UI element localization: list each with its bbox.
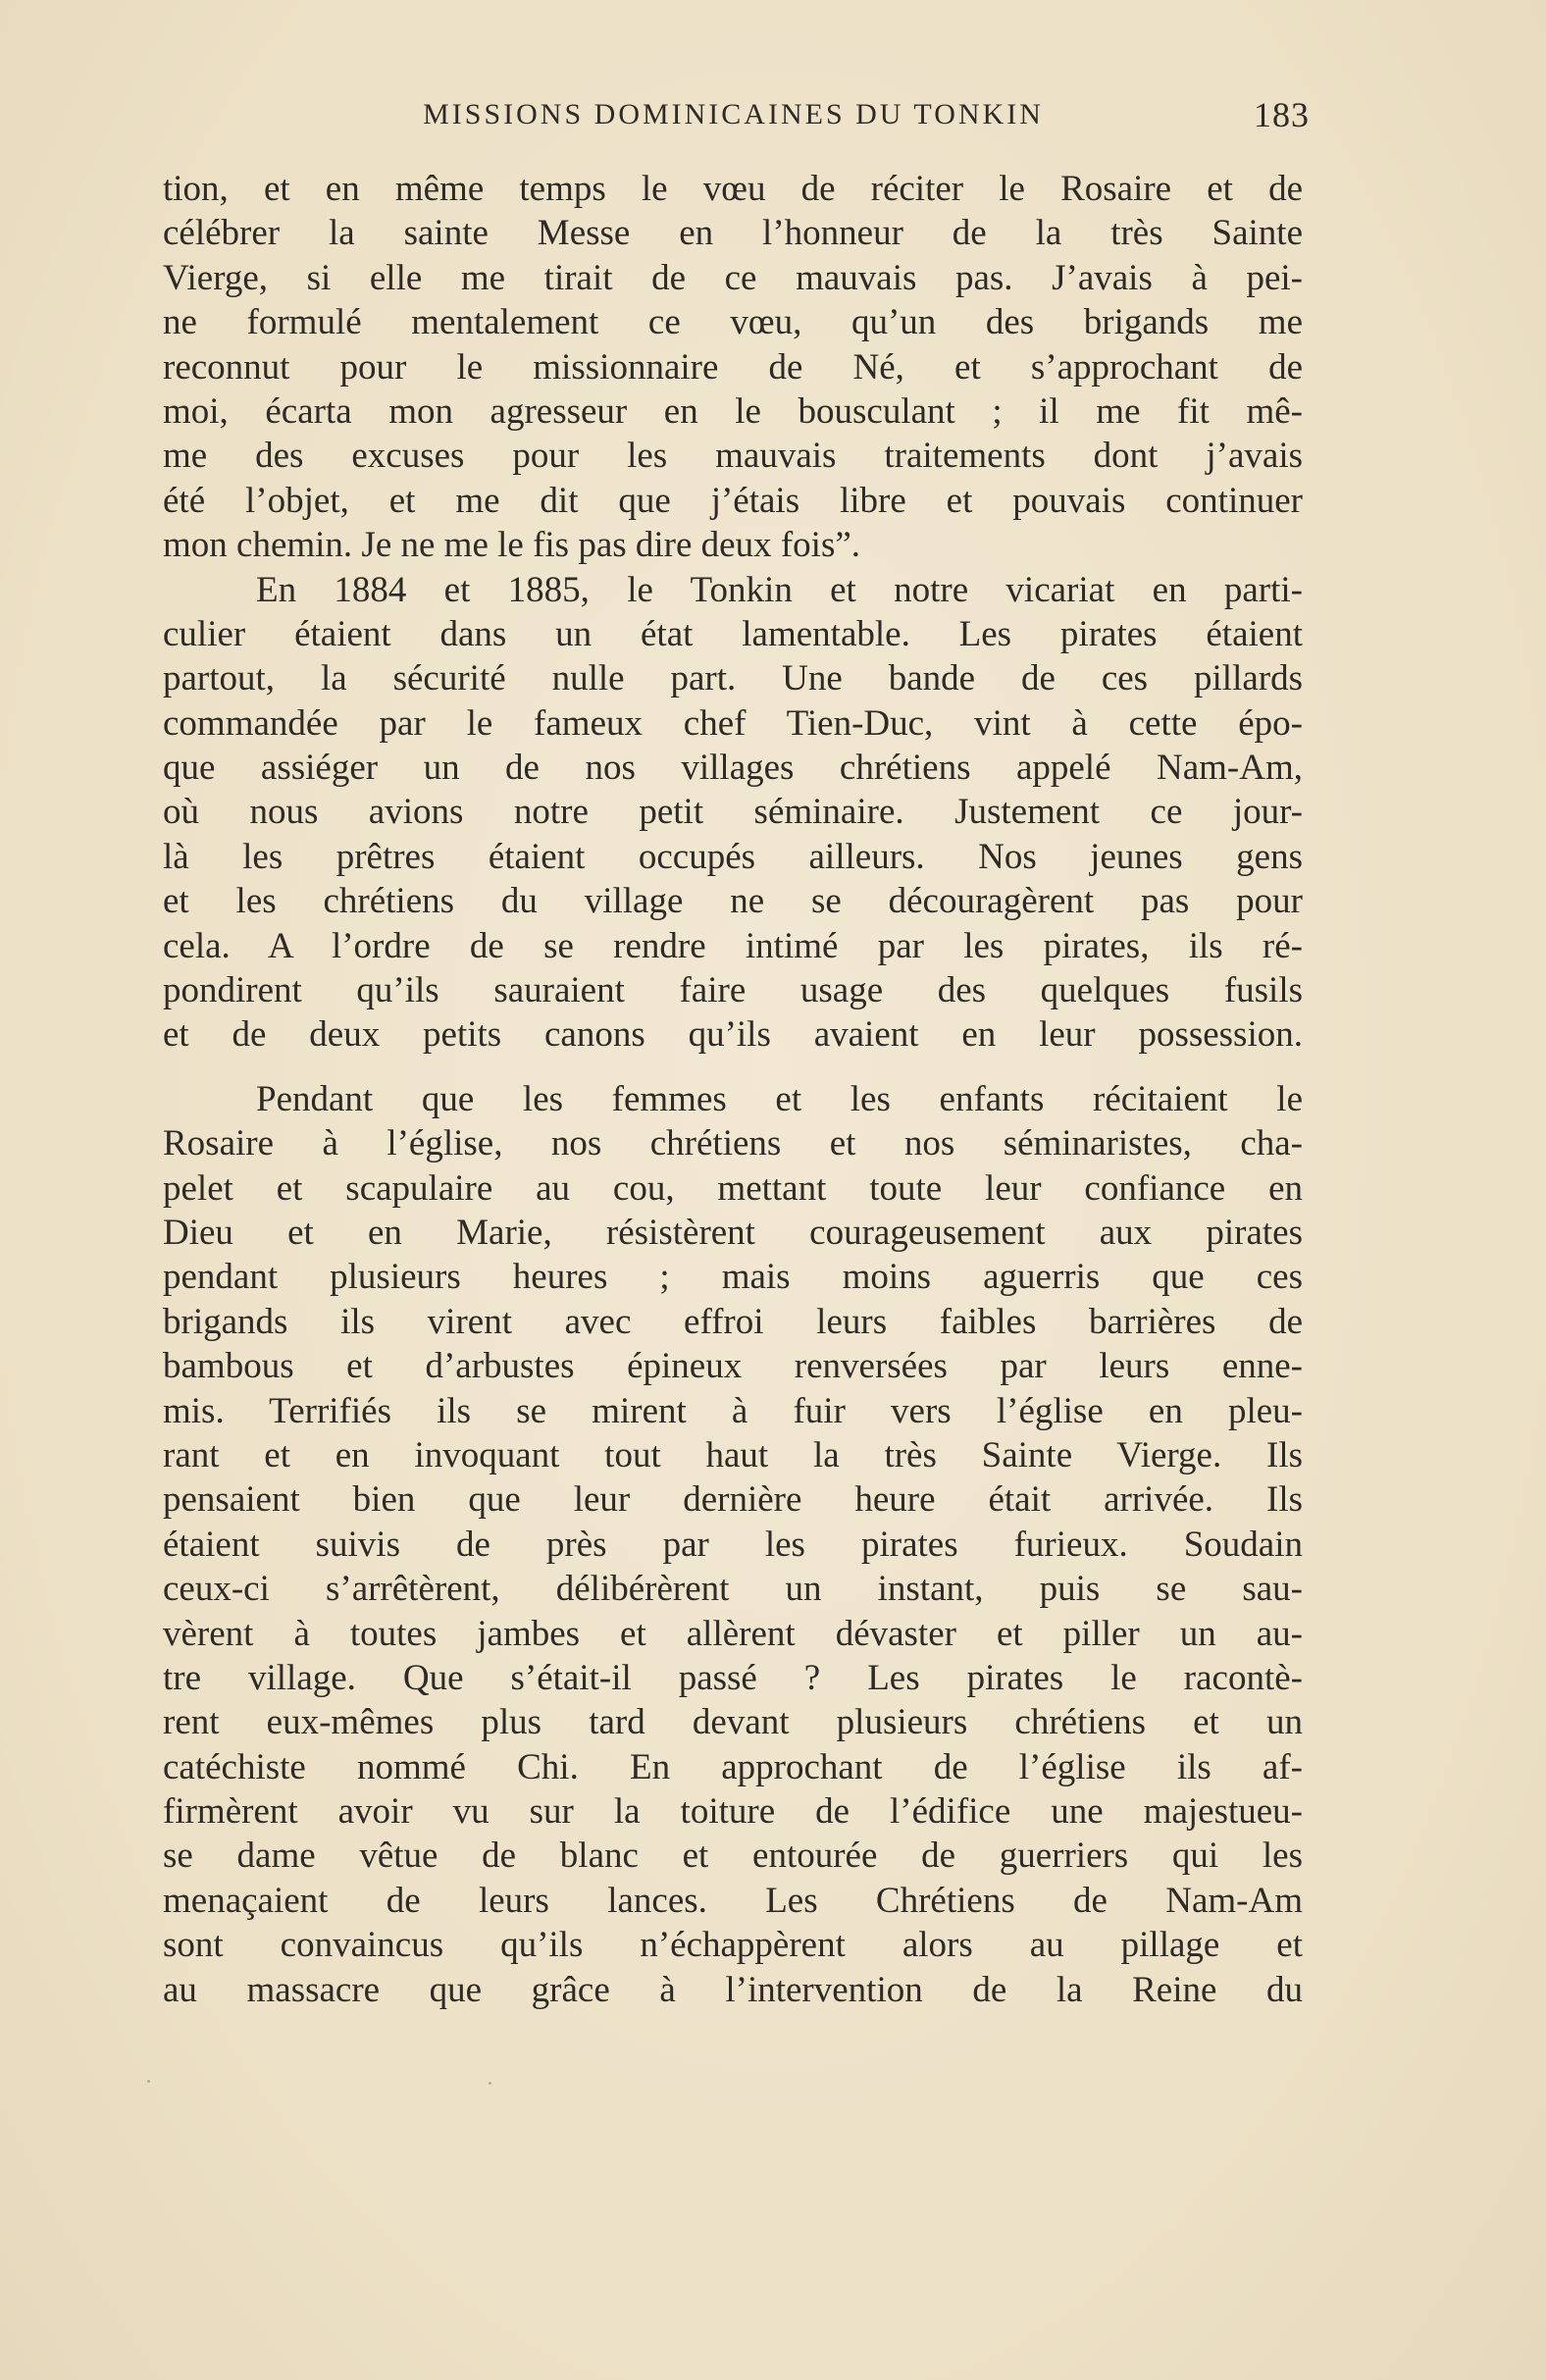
text-line: au massacre que grâce à l’intervention de la Reine du — [163, 1969, 1303, 2010]
text-line: ceux-ci s’arrêtèrent, délibérèrent un instant, puis se sau- — [163, 1569, 1303, 1610]
text-line: rant et en invoquant tout haut la très Sainte Vierge. Ils — [163, 1434, 1303, 1475]
paragraph — [163, 167, 1303, 568]
text-line: que assiéger un de nos villages chrétiens appelé Nam-Am, — [163, 748, 1303, 789]
text-line: me des excuses pour les mauvais traitements dont j’avais — [163, 436, 1303, 477]
text-line: vèrent à toutes jambes et allèrent dévaster et piller un au- — [163, 1613, 1303, 1654]
text-line: tre village. Que s’était-il passé ? Les pirates le racontè- — [163, 1657, 1303, 1698]
text-line: été l’objet, et me dit que j’étais libre et pouvais continuer — [163, 480, 1303, 521]
text-line: étaient suivis de près par les pirates furieux. Soudain — [163, 1524, 1303, 1565]
page-number: 183 — [1254, 95, 1310, 134]
text-line: commandée par le fameux chef Tien-Duc, vint à cette épo- — [163, 702, 1303, 744]
text-line: sont convaincus qu’ils n’échappèrent alors au pillage et — [163, 1925, 1303, 1966]
text-line: mon chemin. Je ne me le fis pas dire deux fois”. — [163, 525, 861, 566]
text-line: firmèrent avoir vu sur la toiture de l’édifice une majestueu- — [163, 1791, 1303, 1833]
text-line: reconnut pour le missionnaire de Né, et s’approchant de — [163, 346, 1303, 388]
body-text — [163, 167, 1303, 2012]
text-line: catéchiste nommé Chi. En approchant de l’église ils af- — [163, 1746, 1303, 1787]
text-line: Vierge, si elle me tirait de ce mauvais pas. J’avais à pei- — [163, 257, 1303, 298]
text-line: se dame vêtue de blanc et entourée de guerriers qui les — [163, 1836, 1303, 1877]
paragraph — [163, 1077, 1303, 2012]
text-line: bambous et d’arbustes épineux renversées par leurs enne- — [163, 1346, 1303, 1387]
page-header — [157, 90, 1310, 139]
text-line: là les prêtres étaient occupés ailleurs. Nos jeunes gens — [163, 836, 1303, 877]
running-title: MISSIONS DOMINICAINES DU TONKIN — [423, 98, 1044, 130]
text-line: et de deux petits canons qu’ils avaient en leur possession. — [163, 1014, 1303, 1056]
text-line: moi, écarta mon agresseur en le bousculant ; il me fit mê- — [163, 390, 1303, 432]
text-line: cela. A l’ordre de se rendre intimé par les pirates, ils ré- — [163, 925, 1303, 966]
text-line: pensaient bien que leur dernière heure était arrivée. Ils — [163, 1479, 1303, 1521]
text-line: où nous avions notre petit séminaire. Justement ce jour- — [163, 792, 1303, 833]
text-line: En 1884 et 1885, le Tonkin et notre vicariat en parti- — [256, 569, 1303, 610]
paper-speck — [489, 2082, 491, 2085]
text-line: pendant plusieurs heures ; mais moins aguerris que ces — [163, 1257, 1303, 1298]
text-line: et les chrétiens du village ne se découragèrent pas pour — [163, 881, 1303, 922]
text-line: pondirent qu’ils sauraient faire usage des quelques fusils — [163, 970, 1303, 1011]
paragraph — [163, 568, 1303, 1058]
text-line: Pendant que les femmes et les enfants récitaient le — [256, 1078, 1303, 1119]
text-line: pelet et scapulaire au cou, mettant toute leur confiance en — [163, 1167, 1303, 1209]
text-line: tion, et en même temps le vœu de réciter le Rosaire et de — [163, 169, 1303, 209]
text-line: Dieu et en Marie, résistèrent courageusement aux pirates — [163, 1212, 1303, 1253]
text-line: ne formulé mentalement ce vœu, qu’un des brigands me — [163, 302, 1303, 343]
paper-speck — [147, 2080, 150, 2083]
text-line: célébrer la sainte Messe en l’honneur de la très Sainte — [163, 213, 1303, 254]
text-line: mis. Terrifiés ils se mirent à fuir vers l’église en pleu- — [163, 1390, 1303, 1431]
text-line: Rosaire à l’église, nos chrétiens et nos séminaristes, cha- — [163, 1123, 1303, 1164]
paragraph-gap — [163, 1058, 1303, 1077]
text-line: brigands ils virent avec effroi leurs faibles barrières de — [163, 1301, 1303, 1342]
text-line: culier étaient dans un état lamentable. Les pirates étaient — [163, 613, 1303, 654]
text-line: rent eux-mêmes plus tard devant plusieurs chrétiens et un — [163, 1702, 1303, 1743]
text-line: menaçaient de leurs lances. Les Chrétiens de Nam-Am — [163, 1880, 1303, 1921]
text-line: partout, la sécurité nulle part. Une bande de ces pillards — [163, 658, 1303, 699]
